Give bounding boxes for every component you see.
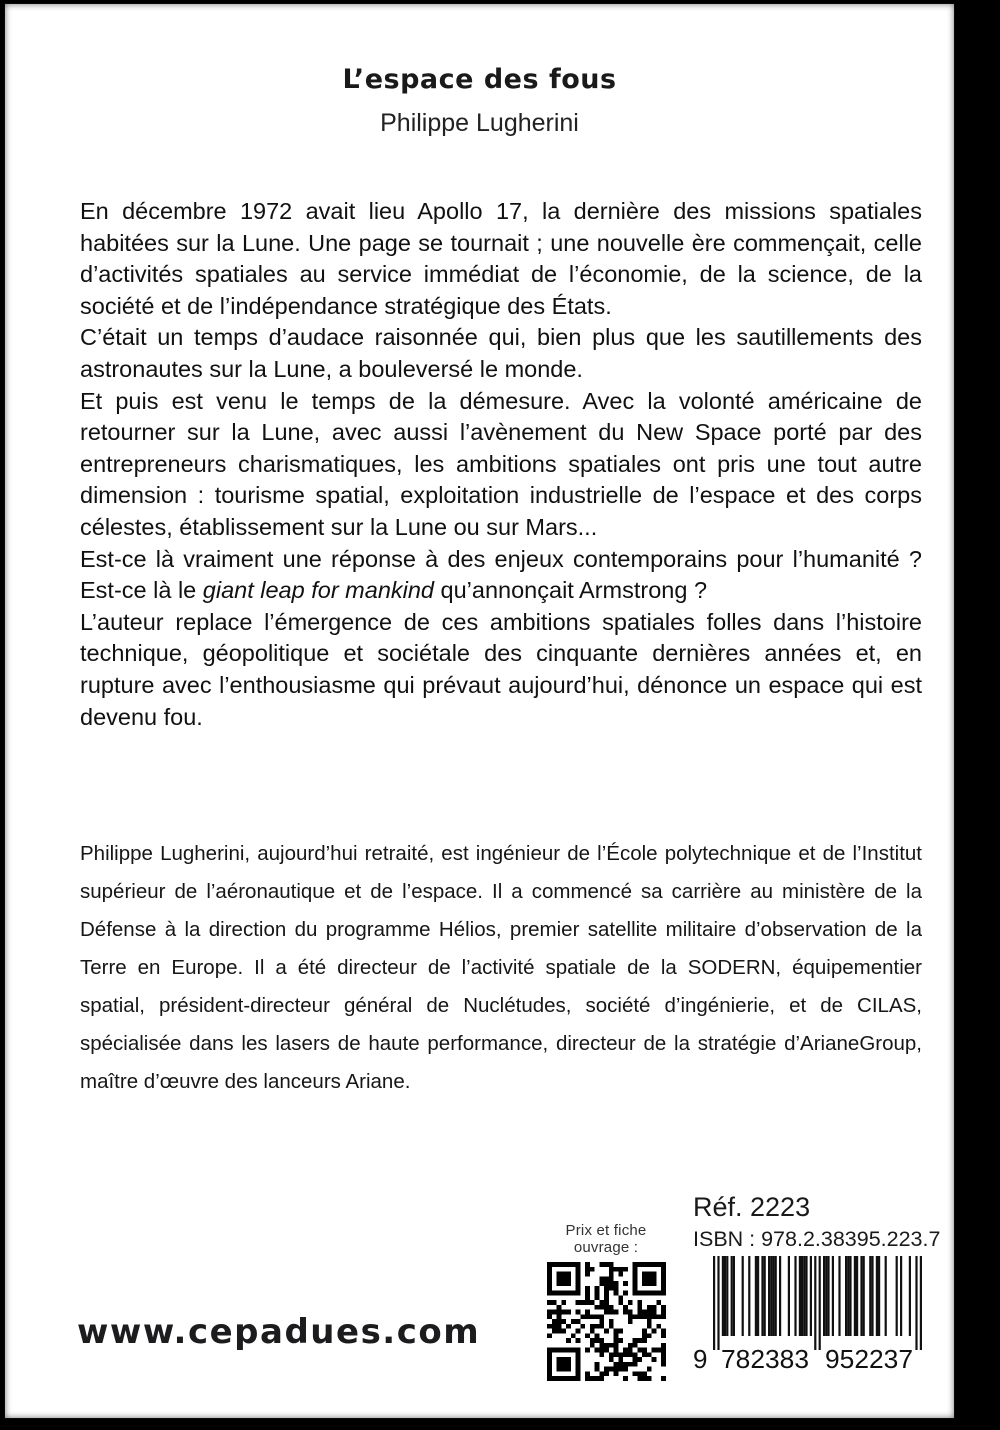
author-bio-text: Philippe Lugherini, aujourd’hui retraité, est ingénieur de l’École polytechnique et de l’Institut supérieur de l’aéronautique et de l’espace. Il a commencé sa carrière au ministère de la Défense à la direction du programme Hélios, premier satellite militaire d’observation de la Terre en Europe. Il a été directeur de l’activité spatiale de la SODERN, équipementier spatial, président-directeur général de Nuclétudes, société d’ingénierie, et de CILAS, spécialisée dans les lasers de haute performance, directeur de la stratégie d’ArianeGroup, maître d’œuvre des lanceurs Ariane.	[80, 842, 922, 1093]
isbn-panel	[693, 1192, 943, 1375]
synopsis-paragraph: Et puis est venu le temps de la démesure. Avec la volonté américaine de retourner sur la Lune, avec aussi l’avènement du New Space porté par des entrepreneurs charismatiques, les ambitions spatiales ont pris une tout autre dimension : tourisme spatial, exploitation industrielle de l’espace et des corps célestes, établissement sur la Lune ou sur Mars...	[80, 387, 922, 540]
synopsis-paragraph: L’auteur replace l’émergence de ces ambitions spatiales folles dans l’histoire technique, géopolitique et sociétale des cinquante dernières années et, en rupture avec l’enthousiasme qui prévaut aujourd’hui, dénonce un espace qui est devenu fou.	[80, 608, 922, 730]
ean13-barcode-icon	[693, 1256, 927, 1370]
svg-text:952237: 952237	[825, 1344, 913, 1370]
synopsis-text	[80, 196, 922, 733]
synopsis-paragraph: En décembre 1972 avait lieu Apollo 17, la dernière des missions spatiales habitées sur la Lune. Une page se tournait ; une nouvelle ère commençait, celle d’activités spatiales au service immédiat de l’économie, de la science, de la société et de l’indépendance stratégique des États.	[80, 198, 922, 319]
publisher-website: www.cepadues.com	[77, 1312, 481, 1352]
isbn-number: ISBN : 978.2.38395.223.7	[693, 1227, 941, 1251]
qr-code-icon	[547, 1262, 666, 1381]
book-title: L’espace des fous	[342, 64, 617, 95]
qr-panel	[541, 1222, 671, 1386]
reference-number: Réf. 2223	[693, 1192, 811, 1222]
book-author: Philippe Lugherini	[380, 109, 579, 137]
barcode	[693, 1256, 943, 1375]
qr-label: Prix et fiche ouvrage :	[565, 1222, 647, 1256]
svg-text:9: 9	[693, 1344, 708, 1370]
synopsis-paragraph: Est-ce là vraiment une réponse à des enjeux contemporains pour l’humanité ? Est-ce là le giant leap for mankind qu’annonçait Armstrong ?	[80, 545, 922, 604]
svg-text:782383: 782383	[721, 1344, 809, 1370]
synopsis-paragraph: C’était un temps d’audace raisonnée qui, bien plus que les sautillements des astronautes sur la Lune, a bouleversé le monde.	[80, 324, 922, 382]
book-back-cover	[5, 4, 954, 1418]
